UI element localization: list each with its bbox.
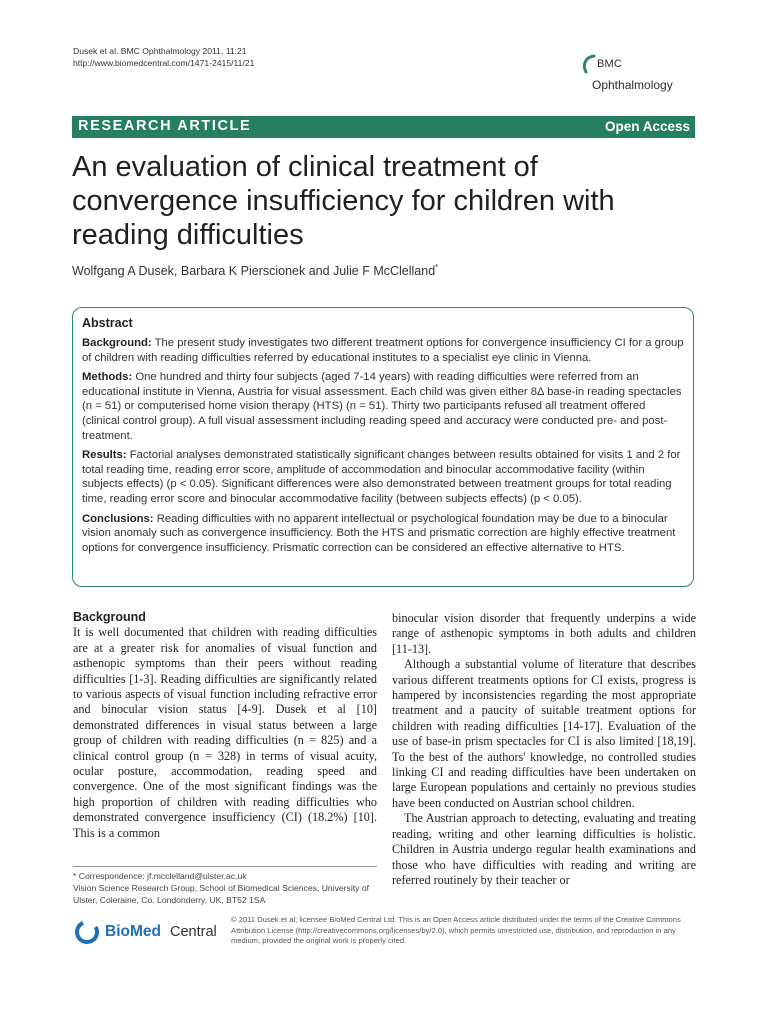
journal-logo-name: Ophthalmology — [592, 78, 673, 92]
section-label: Results: — [82, 449, 127, 462]
article-title: An evaluation of clinical treatment of convergence insufficiency for children with reading difficulties — [72, 151, 615, 251]
abstract-background — [82, 336, 684, 365]
open-access-label: Open Access — [604, 119, 690, 134]
abstract-heading: Abstract — [82, 316, 133, 330]
footnote — [73, 870, 383, 906]
abstract-conclusions — [82, 512, 684, 556]
publisher-bio-text: BioMed — [105, 923, 161, 940]
abstract-results — [82, 448, 684, 506]
body-paragraph: It is well documented that children with reading difficulties are at a greater risk for anomalies of visual function and asthenopic symptoms than their peers without reading difficulties [1-3]. Reading difficulties are significantly related to various aspects of visual function including refractive error and binocular vision status [4-9]. Dusek et al [10] demonstrated differences in visual status between a large group of children with reading difficulties (n = 825) and a clinical control group (n = 328) in terms of visual acuity, ocular posture, accommodation, reading speed and convergence. One of the most significant findings was the high proportion of children with reading difficulties who demonstrated convergence insufficiency (CI) (18.2%) [10]. This is a common — [73, 625, 377, 840]
section-label: Methods: — [82, 371, 133, 384]
affiliation-line: Vision Science Research Group, School of Biomedical Sciences, University of Ulster, Coleraine, Co. Londonderry, UK, BT52 1SA — [73, 883, 369, 905]
section-label: Background: — [82, 337, 152, 349]
correspondence-line: * Correspondence: jf.mcclelland@ulster.ac.uk — [73, 871, 247, 881]
journal-logo — [578, 50, 708, 98]
body-column-left — [73, 610, 377, 841]
abstract-methods — [82, 370, 684, 443]
authors-text: Wolfgang A Dusek, Barbara K Pierscionek and Julie F McClelland — [72, 264, 436, 279]
biomed-ring-icon — [73, 918, 101, 946]
section-label: Conclusions: — [82, 512, 154, 525]
section-text: Reading difficulties with no apparent intellectual or psychological foundation may be due to a binocular vision anomaly such as convergence insufficiency. Both the HTS and prismatic correction are highly effective treatment options for convergence insufficiency. Prismatic correction can be considered an effective alternative to HTS. — [82, 512, 676, 554]
section-text: One hundred and thirty four subjects (aged 7-14 years) with reading difficulties were referred from an educational institute in Vienna, Austria for visual assessment. Each child was given either 8Δ base-in reading spectacles (n = 51) or computerised home vision therapy (HTS) (n = 51). Thirty two participants refused all treatment offered (clinical control group). A full visual assessment including reading speed and accuracy were conducted pre- and post-treatment. — [82, 371, 682, 442]
article-type-label: RESEARCH ARTICLE — [78, 118, 252, 134]
biomed-central-logo — [73, 918, 223, 948]
author-list — [72, 263, 438, 278]
license-text: © 2011 Dusek et al; licensee BioMed Central Ltd. This is an Open Access article distributed under the terms of the Creative Commons Attribution License (http://creativecommons.org/licenses/by/2.0), which permits unrestricted use, distribution, and reproduction in any medium, provided the original work is properly cited. — [231, 915, 681, 945]
body-paragraph: binocular vision disorder that frequently underpins a wide range of asthenopic symptoms in both adults and children [11-13]. — [392, 611, 696, 656]
abstract-box — [72, 307, 694, 587]
article-type-banner — [72, 116, 695, 138]
body-paragraph: Although a substantial volume of literature that describes various different treatments options for CI exists, progress is hampered by inconsistencies regarding the most appropriate treatment and a paucity of suitable treatment options for children with reading difficulties [14-17]. Evaluation of the use of base-in prism spectacles for CI is also limited [18,19]. To the best of the authors' knowledge, no controlled studies linking CI and reading difficulties have been undertaken on large European populations and certainly no previous studies have been conducted on Austrian school children. — [392, 657, 696, 810]
citation-header — [73, 46, 254, 69]
body-column-right — [392, 611, 696, 888]
publisher-central-text: Central — [170, 924, 217, 940]
footnote-divider — [73, 866, 377, 867]
body-paragraph: The Austrian approach to detecting, evaluating and treating reading, writing and other learning difficulties is holistic. Children in Austria undergo regular health examinations and those who have difficulties with reading and writing are referred routinely by their teacher or — [392, 811, 696, 887]
section-text: The present study investigates two different treatment options for convergence insufficiency CI for a group of children with reading difficulties referred by educational institutes to a specialist eye clinic in Vienna. — [82, 337, 684, 364]
corresponding-mark: * — [435, 263, 439, 272]
section-text: Factorial analyses demonstrated statistically significant changes between results obtained for visits 1 and 2 for total reading time, reading error score, amplitude of accommodation and binocular accommodative facility (within subjects effects) (p < 0.05). Significant differences were also demonstrated between treatment groups for total reading time, reading error score and binocular accommodative facility (between subjects effects) (p < 0.05). — [82, 449, 681, 505]
section-heading-background: Background — [73, 610, 146, 624]
citation-line: Dusek et al. BMC Ophthalmology 2011, 11:21 — [73, 46, 247, 56]
article-url[interactable]: http://www.biomedcentral.com/1471-2415/11/21 — [73, 57, 255, 68]
journal-logo-bmc: BMC — [597, 58, 623, 70]
